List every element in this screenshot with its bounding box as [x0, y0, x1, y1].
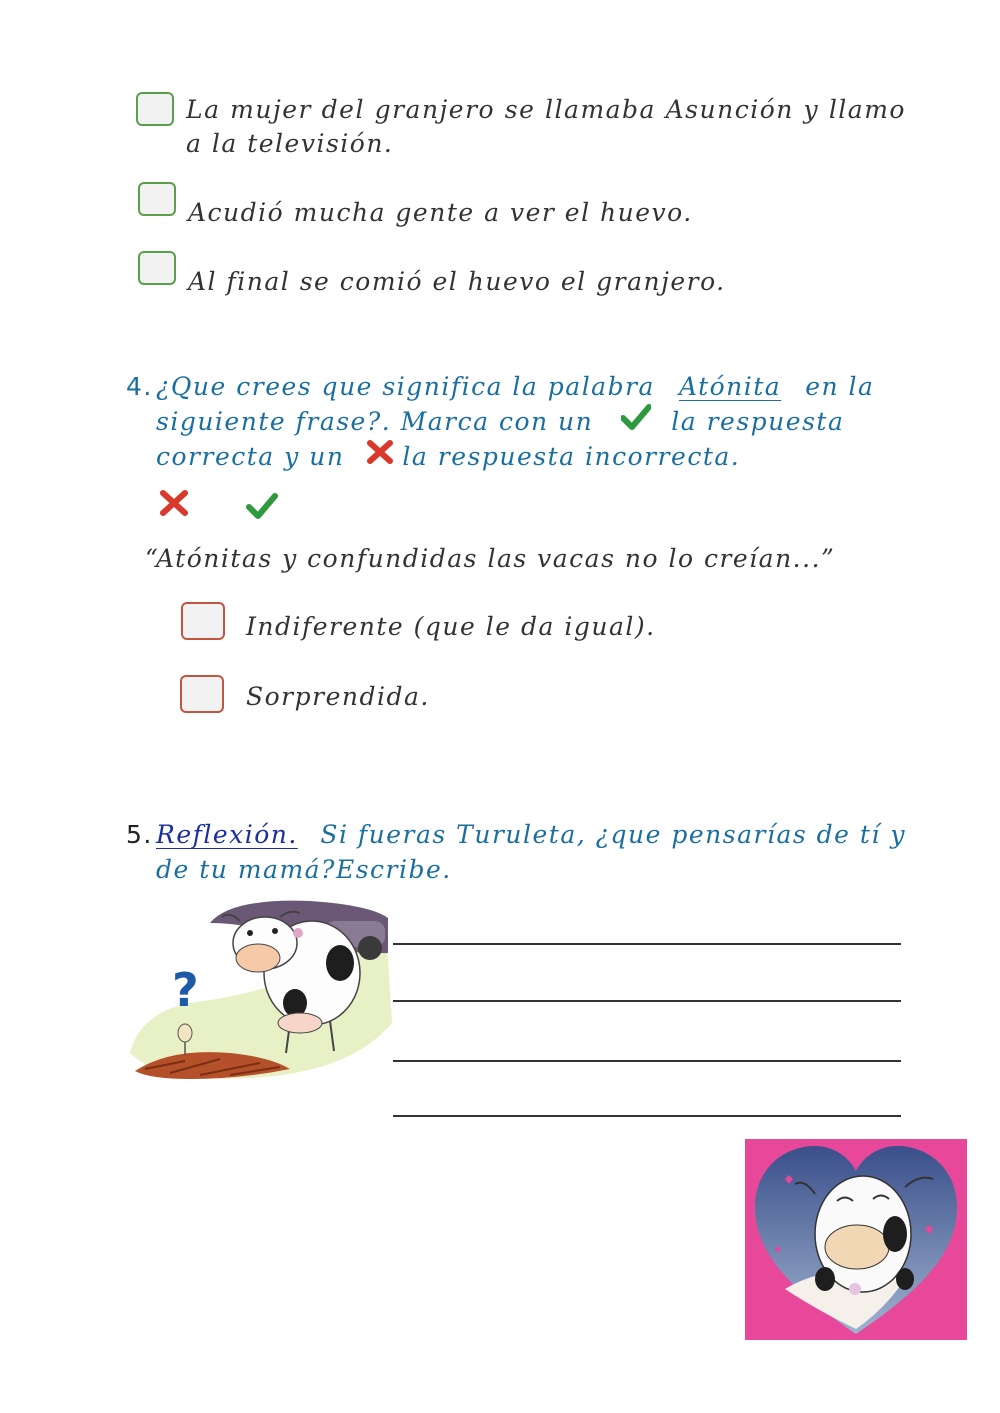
- quote-sentence: “Atónitas y confundidas las vacas no lo creían...”: [145, 544, 836, 573]
- question-4-line2a: siguiente frase?. Marca con un: [156, 407, 594, 436]
- option-label-1: Indiferente (que le da igual).: [246, 612, 656, 641]
- answer-line-4[interactable]: [393, 1115, 901, 1117]
- cross-icon: [366, 439, 394, 474]
- question-5-number: 5.: [126, 820, 153, 849]
- question-4-line3a: correcta y un: [156, 442, 345, 471]
- reflexion-title: Reflexión.: [156, 820, 298, 849]
- statement-3: Al final se comió el huevo el granjero.: [188, 267, 726, 296]
- cross-column-icon: [159, 489, 189, 521]
- question-5-line2: de tu mamá?Escribe.: [156, 855, 452, 884]
- check-icon: [621, 404, 651, 439]
- answer-line-2[interactable]: [393, 1000, 901, 1002]
- answer-line-1[interactable]: [393, 943, 901, 945]
- checkbox-item-2[interactable]: [138, 182, 176, 216]
- checkbox-item-1[interactable]: [136, 92, 174, 126]
- heart-cow-illustration: [745, 1139, 967, 1340]
- statement-1: [186, 93, 906, 161]
- target-word: Atónita: [678, 372, 782, 401]
- checkbox-item-3[interactable]: [138, 251, 176, 285]
- option-label-2: Sorprendida.: [246, 682, 430, 711]
- question-4: [126, 369, 906, 474]
- answer-line-3[interactable]: [393, 1060, 901, 1062]
- option-checkbox-1[interactable]: [181, 602, 225, 640]
- option-checkbox-2[interactable]: [180, 675, 224, 713]
- statement-1-line2: a la televisión.: [186, 129, 394, 158]
- question-5: [126, 817, 906, 887]
- question-4-line2b: la respuesta: [671, 407, 845, 436]
- question-4-line1a: ¿Que crees que significa la palabra: [156, 372, 655, 401]
- question-4-number: 4.: [126, 372, 153, 401]
- cow-nest-illustration: [130, 893, 392, 1083]
- question-5-line1: Si fueras Turuleta, ¿que pensarías de tí y: [320, 820, 906, 849]
- check-column-icon: [246, 492, 278, 524]
- statement-2: Acudió mucha gente a ver el huevo.: [188, 198, 693, 227]
- question-mark-icon: ?: [172, 963, 199, 1017]
- statement-1-line1: La mujer del granjero se llamaba Asunción y llamo: [186, 95, 906, 124]
- question-4-line3b: la respuesta incorrecta.: [402, 442, 741, 471]
- question-4-line1b: en la: [805, 372, 875, 401]
